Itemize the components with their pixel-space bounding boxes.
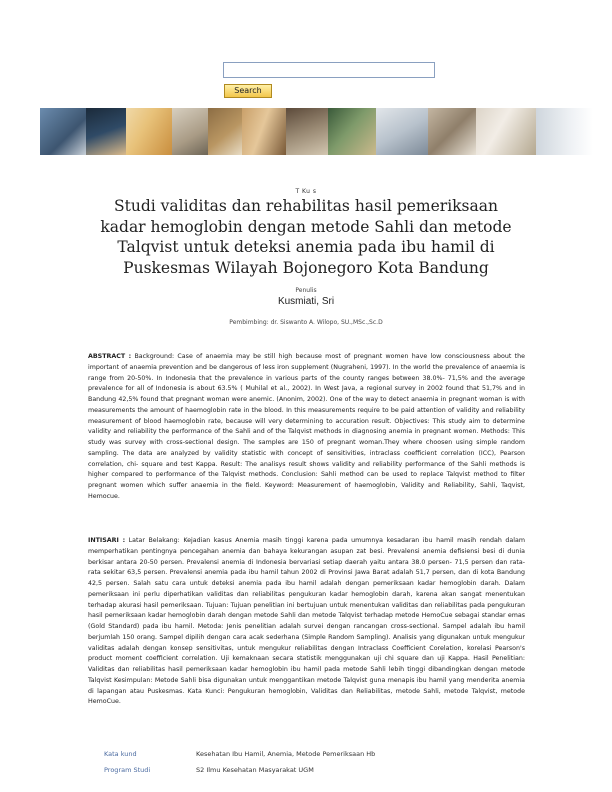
program-value: S2 Ilmu Kesehatan Masyarakat UGM — [196, 766, 314, 774]
document-type-label: T Ku s — [295, 188, 317, 195]
search-input[interactable] — [223, 62, 435, 78]
abstract-label: ABSTRACT : — [88, 353, 132, 360]
abstract-text: Background: Case of anaemia may be still high because most of pregnant women have low consciousness about the important of anaemia prevention and be dangerous of less iron supplement (Nugraheni, 1997). In the world the prevalence of anaemia is range from 20-50%. In Indonesia that the prevalence in various parts of the county ranges between 38.0%- 71,5% and the average prevalence for all of Indonesia is about 63.5% ( Muhilal et al., 2002). In West Java, a regional survey in 2002 found that 51,7% and in Bandung 42,5% found that pregnant woman were anemic. (Anonim, 2002). One of the way to detect anaemia in pregnant woman is with measurements the amount of haemoglobin rate in the blood. In this measurements require to be paid attention of validity and reliability measurement of blood haemoglobin rate, because will very determining to accuration result. Objectives: This study aim to determine validity and reliability the performance of the Sahli and of the Talqvist methods in diagnosing anemia in pregnant women. Methods: This study was survey with cross-sectional design. The samples are 150 of pregnant woman.They where choosen using simple random sampling. The data are analyzed by validity statistic with concept of sensitivities, intraclass coefficient correlation (ICC), Pearson correlation, chi- square and test Kappa. Result: The analisys result shows validity and reliability performance of the Sahli methods is higher compared to performance of the Talqvist methods. Conclusion: Sahli method can be used to replace Talqvist method to filter pregnant women which suffer anaemia in the field. Keyword: Measurement of haemoglobin, Validity and Reliability, Sahli, Taqvist, Hemocue. — [88, 353, 525, 500]
author-label: Penulis — [295, 287, 317, 294]
abstract-paragraph — [88, 352, 525, 503]
keywords-value: Kesehatan Ibu Hamil, Anemia, Metode Pemeriksaan Hb — [196, 750, 376, 758]
keywords-label: Kata kund — [104, 750, 137, 758]
intisari-label: INTISARI : — [88, 537, 126, 544]
header-banner-image — [40, 108, 593, 155]
advisor-line: Pembimbing: dr. Siswanto A. Wilopo, SU.,MSc.,Sc.D — [229, 319, 383, 326]
search-button[interactable]: Search — [224, 84, 272, 98]
author-name: Kusmiati, Sri — [277, 296, 335, 307]
intisari-paragraph — [88, 536, 525, 708]
intisari-text: Latar Belakang: Kejadian kasus Anemia masih tinggi karena pada umumnya kesadaran ibu hamil masih rendah dalam memperhatikan pentingnya pencegahan anemia dan bahaya kekurangan asupan zat besi. Prevalensi anemia defisiensi besi di dunia berkisar antara 20-50 persen. Prevalensi anemia di Indonesia bervariasi setiap daerah yaitu antara 38.0 persen- 71,5 persen dan rata-rata sekitar 63,5 persen. Prevalensi anemia pada ibu hamil tahun 2002 di Provinsi Jawa Barat adalah 51,7 persen, dan di kota Bandung 42,5 persen. Salah satu cara untuk deteksi anemia pada ibu hamil adalah dengan pemeriksaan kadar hemoglobin darah. Dalam pemeriksaan ini perlu diperhatikan validitas dan reliabilitas pengukuran kadar hemoglobin darah, karena akan sangat menentukan terhadap akurasi hasil pemeriksaan. Tujuan: Tujuan penelitian ini bertujuan untuk menentukan validitas dan reliabilitas pada pengukuran hasil pemeriksaan kadar hemoglobin darah dengan metode Sahli dan metode Talqvist terhadap metode HemoCue sebagai standar emas (Gold Standard) pada ibu hamil. Metoda: Jenis penelitian adalah survei dengan rancangan cross-sectional. Sampel adalah ibu hamil berjumlah 150 orang. Sampel dipilih dengan cara acak sederhana (Simple Random Sampling). Analisis yang digunakan untuk mengukur validitas adalah dengan konsep sensitivitas, untuk mengukur reliabilitas dengan Intraclass Coefficient Corelation, korelasi Pearson's product moment coefficient correlation. Uji kemaknaan secara statistik menggunakan uji chi square dan uji Kappa. Hasil Penelitian: Validitas dan reliabilitas hasil pemeriksaan kadar hemoglobin ibu hamil pada metode Sahli lebih tinggi dibandingkan dengan metode Talqvist Kesimpulan: Metode Sahli bisa digunakan untuk menggantikan metode Talqvist guna menapis ibu hamil yang menderita anemia di lapangan atau Puskesmas. Kata Kunci: Pengukuran hemoglobin, Validitas dan Reliabilitas, metode Sahli, metode Talqvist, metode HemoCue. — [88, 537, 525, 706]
program-label: Program Studi — [104, 766, 151, 774]
document-title: Studi validitas dan rehabilitas hasil pemeriksaan kadar hemoglobin dengan metode Sahli dan metode Talqvist untuk deteksi anemia pada ibu hamil di Puskesmas Wilayah Bojonegoro Kota Bandung — [100, 197, 512, 277]
